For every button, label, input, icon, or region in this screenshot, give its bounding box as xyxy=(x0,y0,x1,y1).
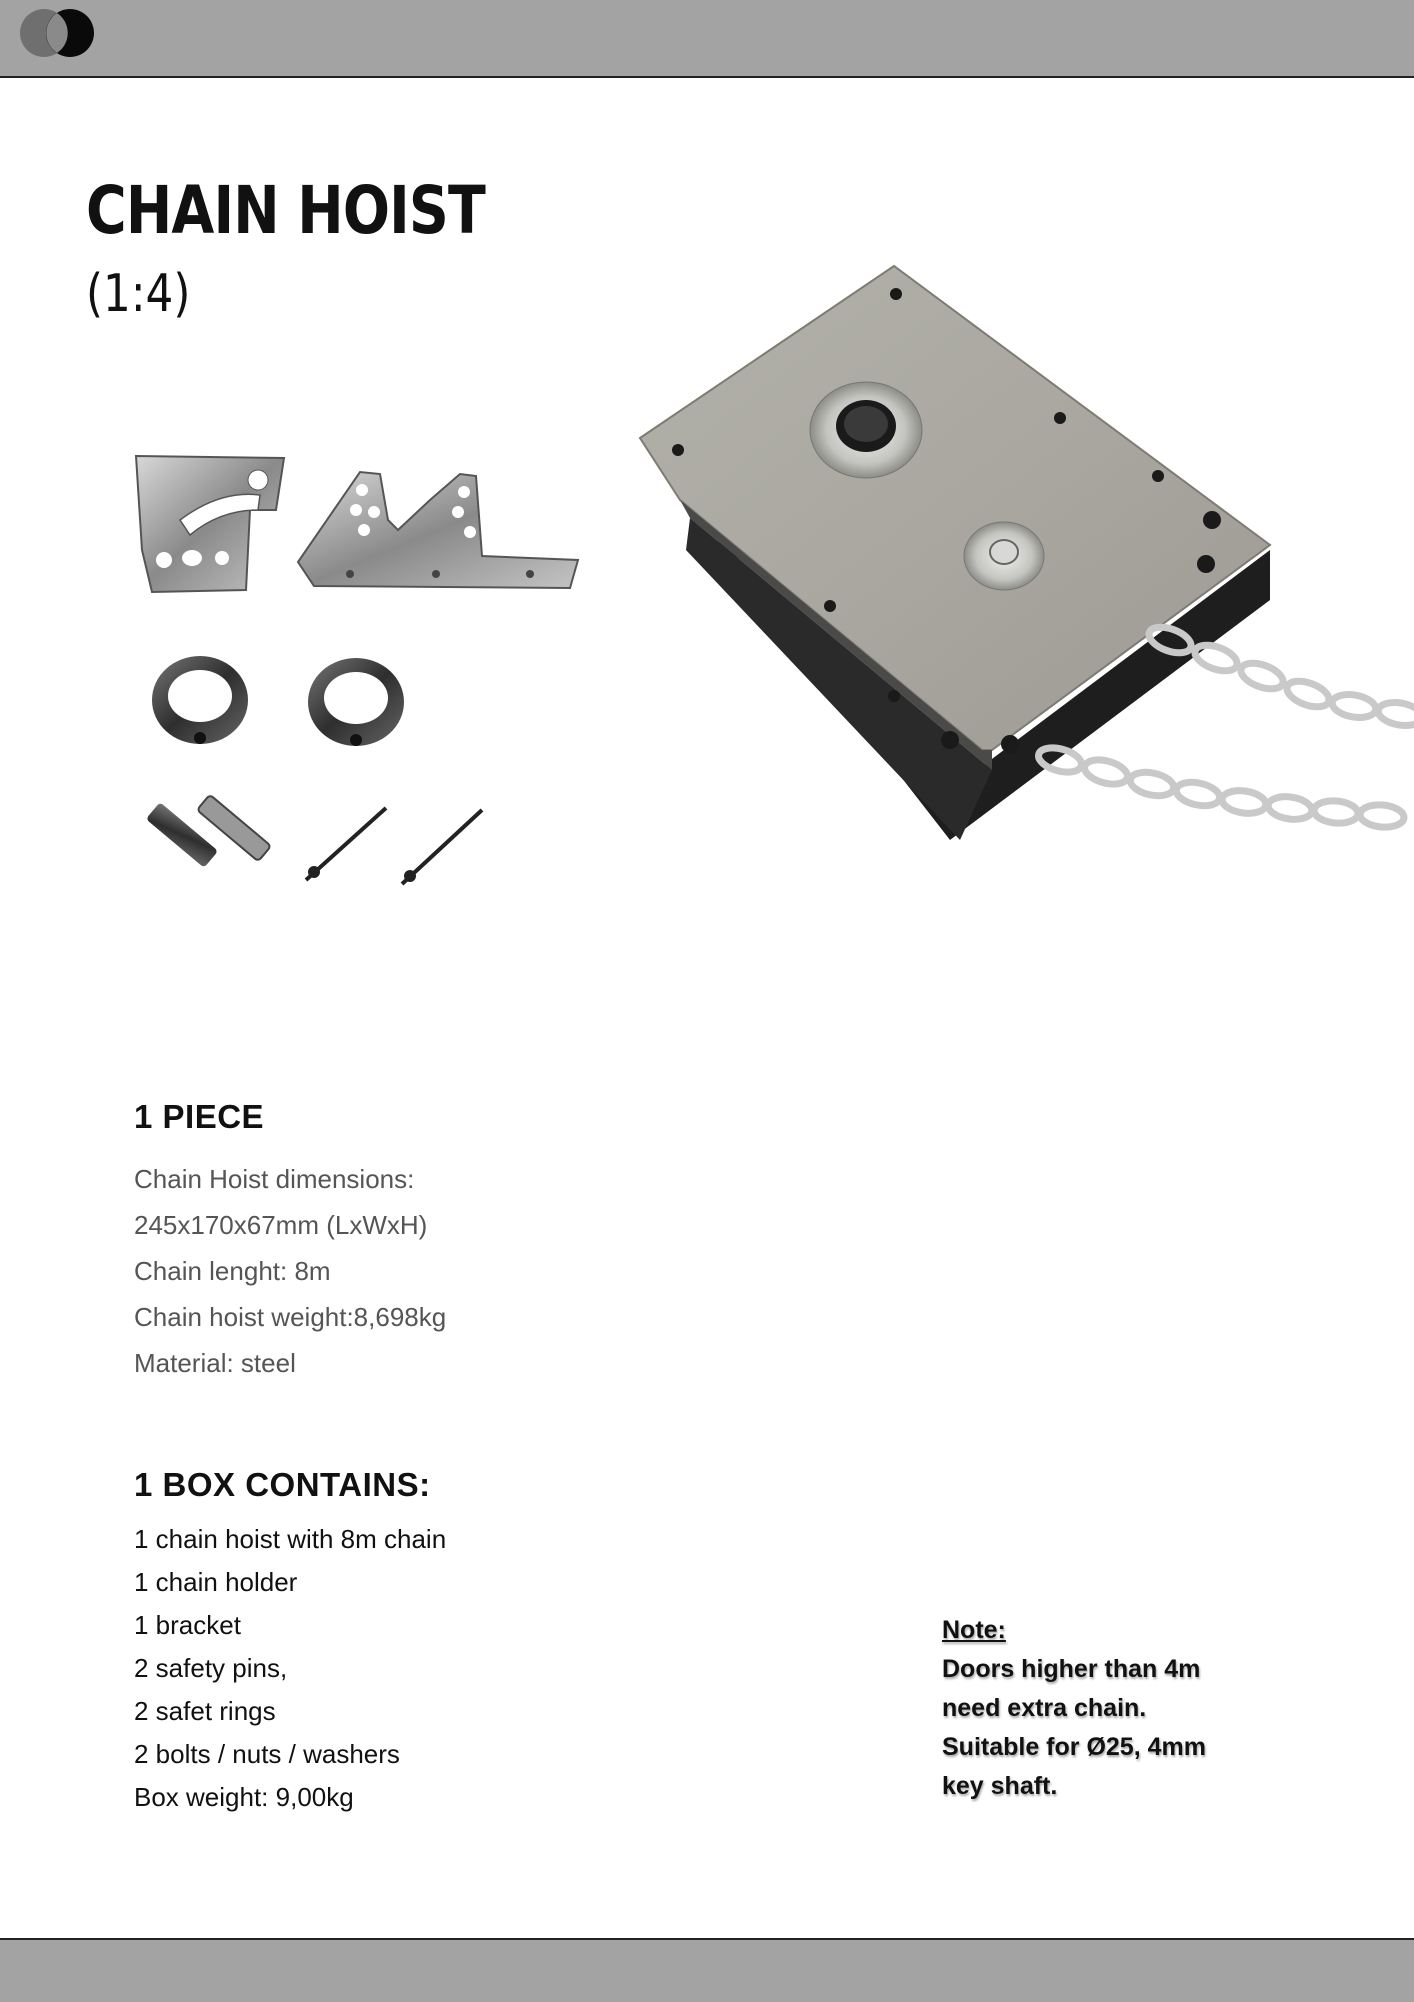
piece-heading: 1 PIECE xyxy=(134,1098,265,1135)
list-item: 1 bracket xyxy=(134,1610,241,1640)
chain-holder-part xyxy=(136,456,284,592)
key-part xyxy=(146,795,271,868)
note-label: Note: xyxy=(942,1616,1006,1644)
box-contents-list xyxy=(134,1518,446,1819)
two-circles-logo-icon xyxy=(18,6,104,60)
list-item: 2 safety pins, xyxy=(134,1653,288,1683)
list-item: Chain lenght: 8m xyxy=(134,1256,331,1286)
list-item: Material: steel xyxy=(134,1348,296,1378)
chain-hoist-illustration xyxy=(630,250,1414,870)
hoist-parts-illustration xyxy=(130,440,590,900)
list-item: 245x170x67mm (LxWxH) xyxy=(134,1210,428,1240)
list-item: 1 chain holder xyxy=(134,1567,298,1597)
list-item: Chain hoist weight:8,698kg xyxy=(134,1302,447,1332)
shaft-boss xyxy=(810,382,922,478)
header-bar xyxy=(0,0,1414,78)
list-item: 2 safet rings xyxy=(134,1696,276,1726)
gear-bolt xyxy=(964,522,1044,590)
list-item: Box weight: 9,00kg xyxy=(134,1782,354,1812)
box-contents-heading: 1 BOX CONTAINS: xyxy=(134,1466,431,1503)
safety-pin-part xyxy=(306,808,482,884)
list-item: Chain Hoist dimensions: xyxy=(134,1164,415,1194)
list-item: 2 bolts / nuts / washers xyxy=(134,1739,400,1769)
ratio-subtitle: (1:4) xyxy=(86,264,191,324)
note-text: Doors higher than 4m need extra chain. Suitable for Ø25, 4mm key shaft. xyxy=(942,1655,1206,1800)
safety-ring-part xyxy=(152,656,248,744)
list-item: 1 chain hoist with 8m chain xyxy=(134,1524,447,1554)
bracket-part xyxy=(298,472,578,588)
safety-ring-part xyxy=(308,658,404,746)
hoist-body xyxy=(640,266,1270,840)
footer-bar xyxy=(0,1938,1414,2002)
spec-list xyxy=(134,1156,446,1386)
note-box xyxy=(942,1610,1342,1806)
page-title: CHAIN HOIST xyxy=(86,172,485,249)
